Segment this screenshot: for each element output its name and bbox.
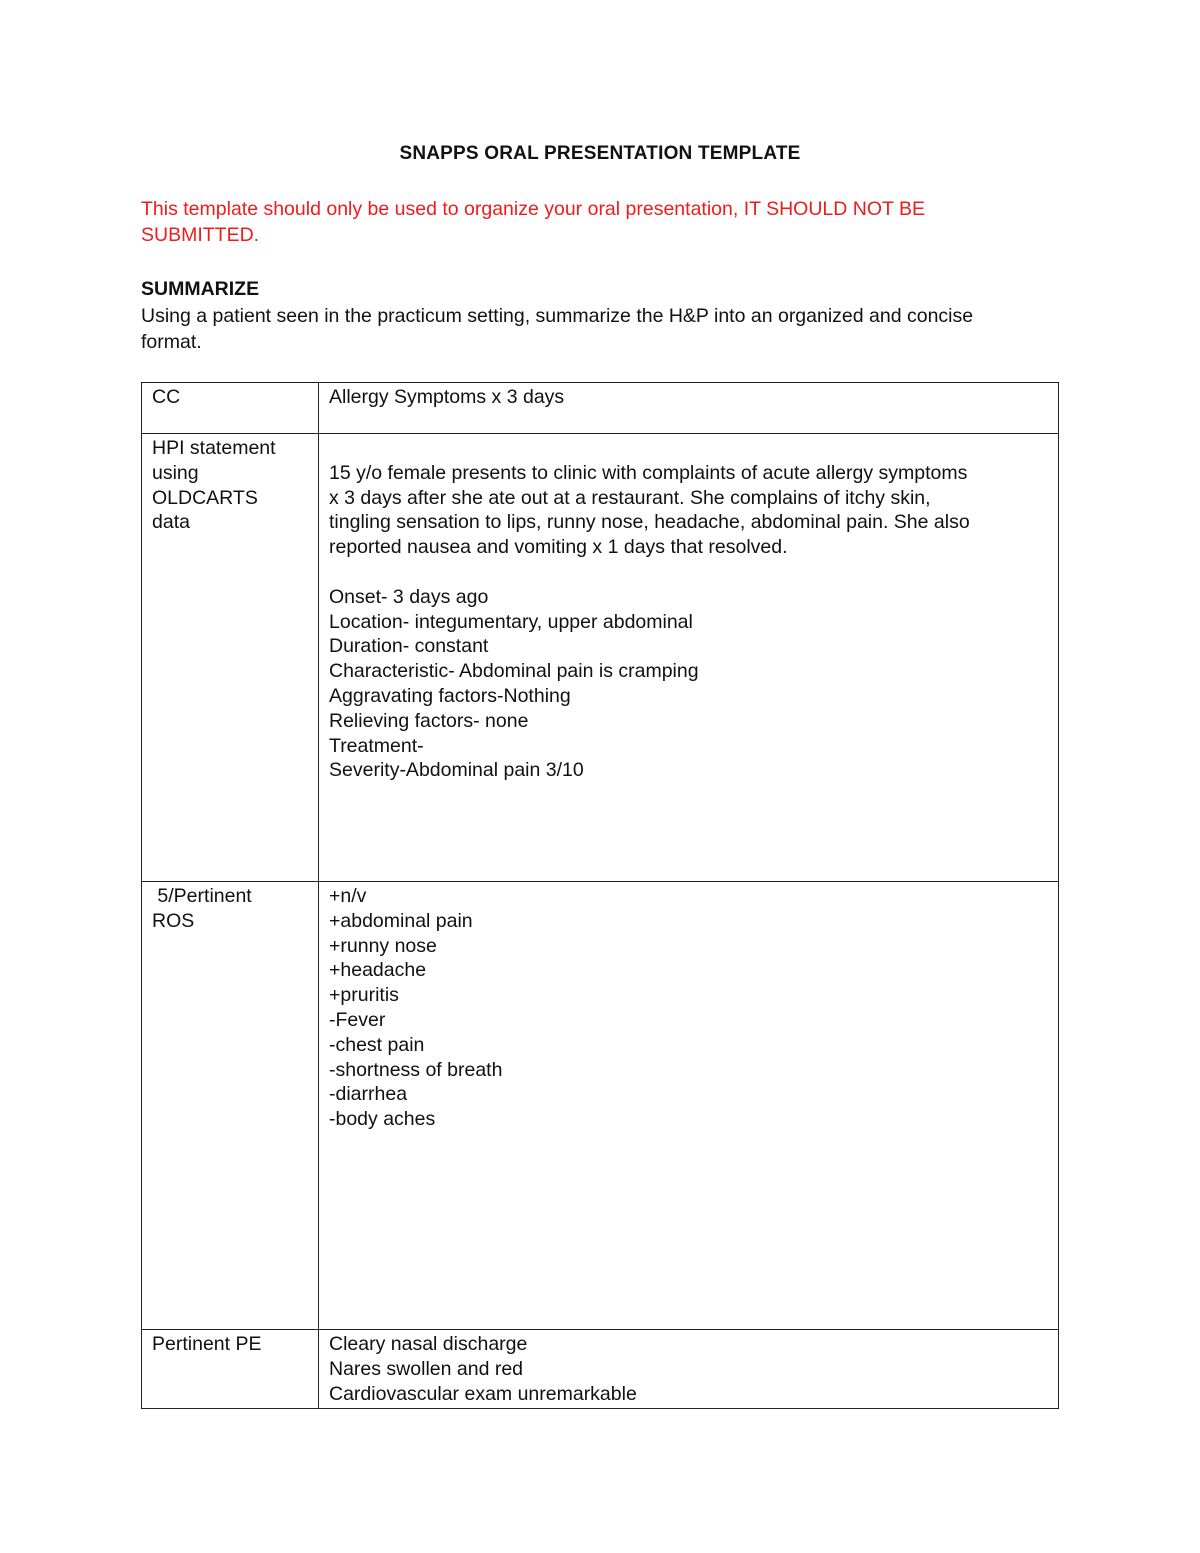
hpi-statement-line: 15 y/o female presents to clinic with complaints of acute allergy symptoms <box>329 461 968 484</box>
ros-value-cell <box>319 882 1059 1330</box>
pe-item: Cardiovascular exam unremarkable <box>329 1382 637 1405</box>
ros-item: +headache <box>329 959 427 982</box>
hpi-label-line: OLDCARTS <box>152 486 258 509</box>
summary-table <box>141 382 1059 1409</box>
oldcarts-item: Duration- constant <box>329 635 489 658</box>
oldcarts-item: Characteristic- Abdominal pain is cramping <box>329 660 699 683</box>
page-title: SNAPPS ORAL PRESENTATION TEMPLATE <box>399 143 801 164</box>
hpi-row <box>142 434 1059 882</box>
hpi-label <box>152 436 308 535</box>
ros-label-line: 5/Pertinent <box>152 885 252 907</box>
cc-label: CC <box>142 383 319 434</box>
hpi-statement-line: tingling sensation to lips, runny nose, headache, abdominal pain. She also <box>329 511 970 534</box>
ros-row <box>142 882 1059 1330</box>
oldcarts-item: Aggravating factors-Nothing <box>329 684 571 707</box>
pe-item: Nares swollen and red <box>329 1357 524 1380</box>
ros-list <box>329 884 1048 1132</box>
ros-item: -diarrhea <box>329 1083 408 1106</box>
ros-item: +n/v <box>329 885 367 907</box>
ros-label <box>152 884 308 934</box>
ros-label-line: ROS <box>152 909 195 932</box>
oldcarts-item: Relieving factors- none <box>329 709 529 732</box>
pe-item: Cleary nasal discharge <box>329 1333 528 1355</box>
pe-list <box>329 1332 1048 1406</box>
hpi-statement-line: x 3 days after she ate out at a restaurant. She complains of itchy skin, <box>329 486 931 509</box>
pe-value-cell <box>319 1330 1059 1409</box>
ros-item: +abdominal pain <box>329 909 473 932</box>
section-heading: SUMMARIZE <box>141 278 260 300</box>
pe-row <box>142 1330 1059 1409</box>
blank-line <box>329 436 1048 461</box>
hpi-label-line: data <box>152 511 190 534</box>
ros-item: -chest pain <box>329 1033 425 1056</box>
blank-line <box>329 560 1048 585</box>
oldcarts-item: Treatment- <box>329 734 424 757</box>
hpi-label-line: using <box>152 461 199 484</box>
oldcarts-item: Onset- 3 days ago <box>329 585 489 608</box>
ros-label-cell <box>142 882 319 1330</box>
ros-item: -body aches <box>329 1108 436 1131</box>
ros-item: -Fever <box>329 1008 386 1031</box>
ros-item: +pruritis <box>329 984 399 1007</box>
hpi-statement-line: reported nausea and vomiting x 1 days that resolved. <box>329 536 788 559</box>
pe-label: Pertinent PE <box>142 1330 319 1409</box>
oldcarts-list <box>329 585 1048 783</box>
hpi-statement <box>329 461 1048 560</box>
ros-item: +runny nose <box>329 934 437 957</box>
warning-note: This template should only be used to organize your oral presentation, IT SHOULD NOT BE SUBMITTED. <box>141 198 926 246</box>
section-description: Using a patient seen in the practicum setting, summarize the H&P into an organized and concise format. <box>141 305 974 353</box>
ros-item: -shortness of breath <box>329 1058 503 1081</box>
hpi-value-cell <box>319 434 1059 882</box>
oldcarts-item: Severity-Abdominal pain 3/10 <box>329 759 584 782</box>
oldcarts-item: Location- integumentary, upper abdominal <box>329 610 693 633</box>
hpi-label-line: HPI statement <box>152 437 276 459</box>
cc-value: Allergy Symptoms x 3 days <box>319 383 1059 434</box>
hpi-label-cell <box>142 434 319 882</box>
cc-row <box>142 383 1059 434</box>
